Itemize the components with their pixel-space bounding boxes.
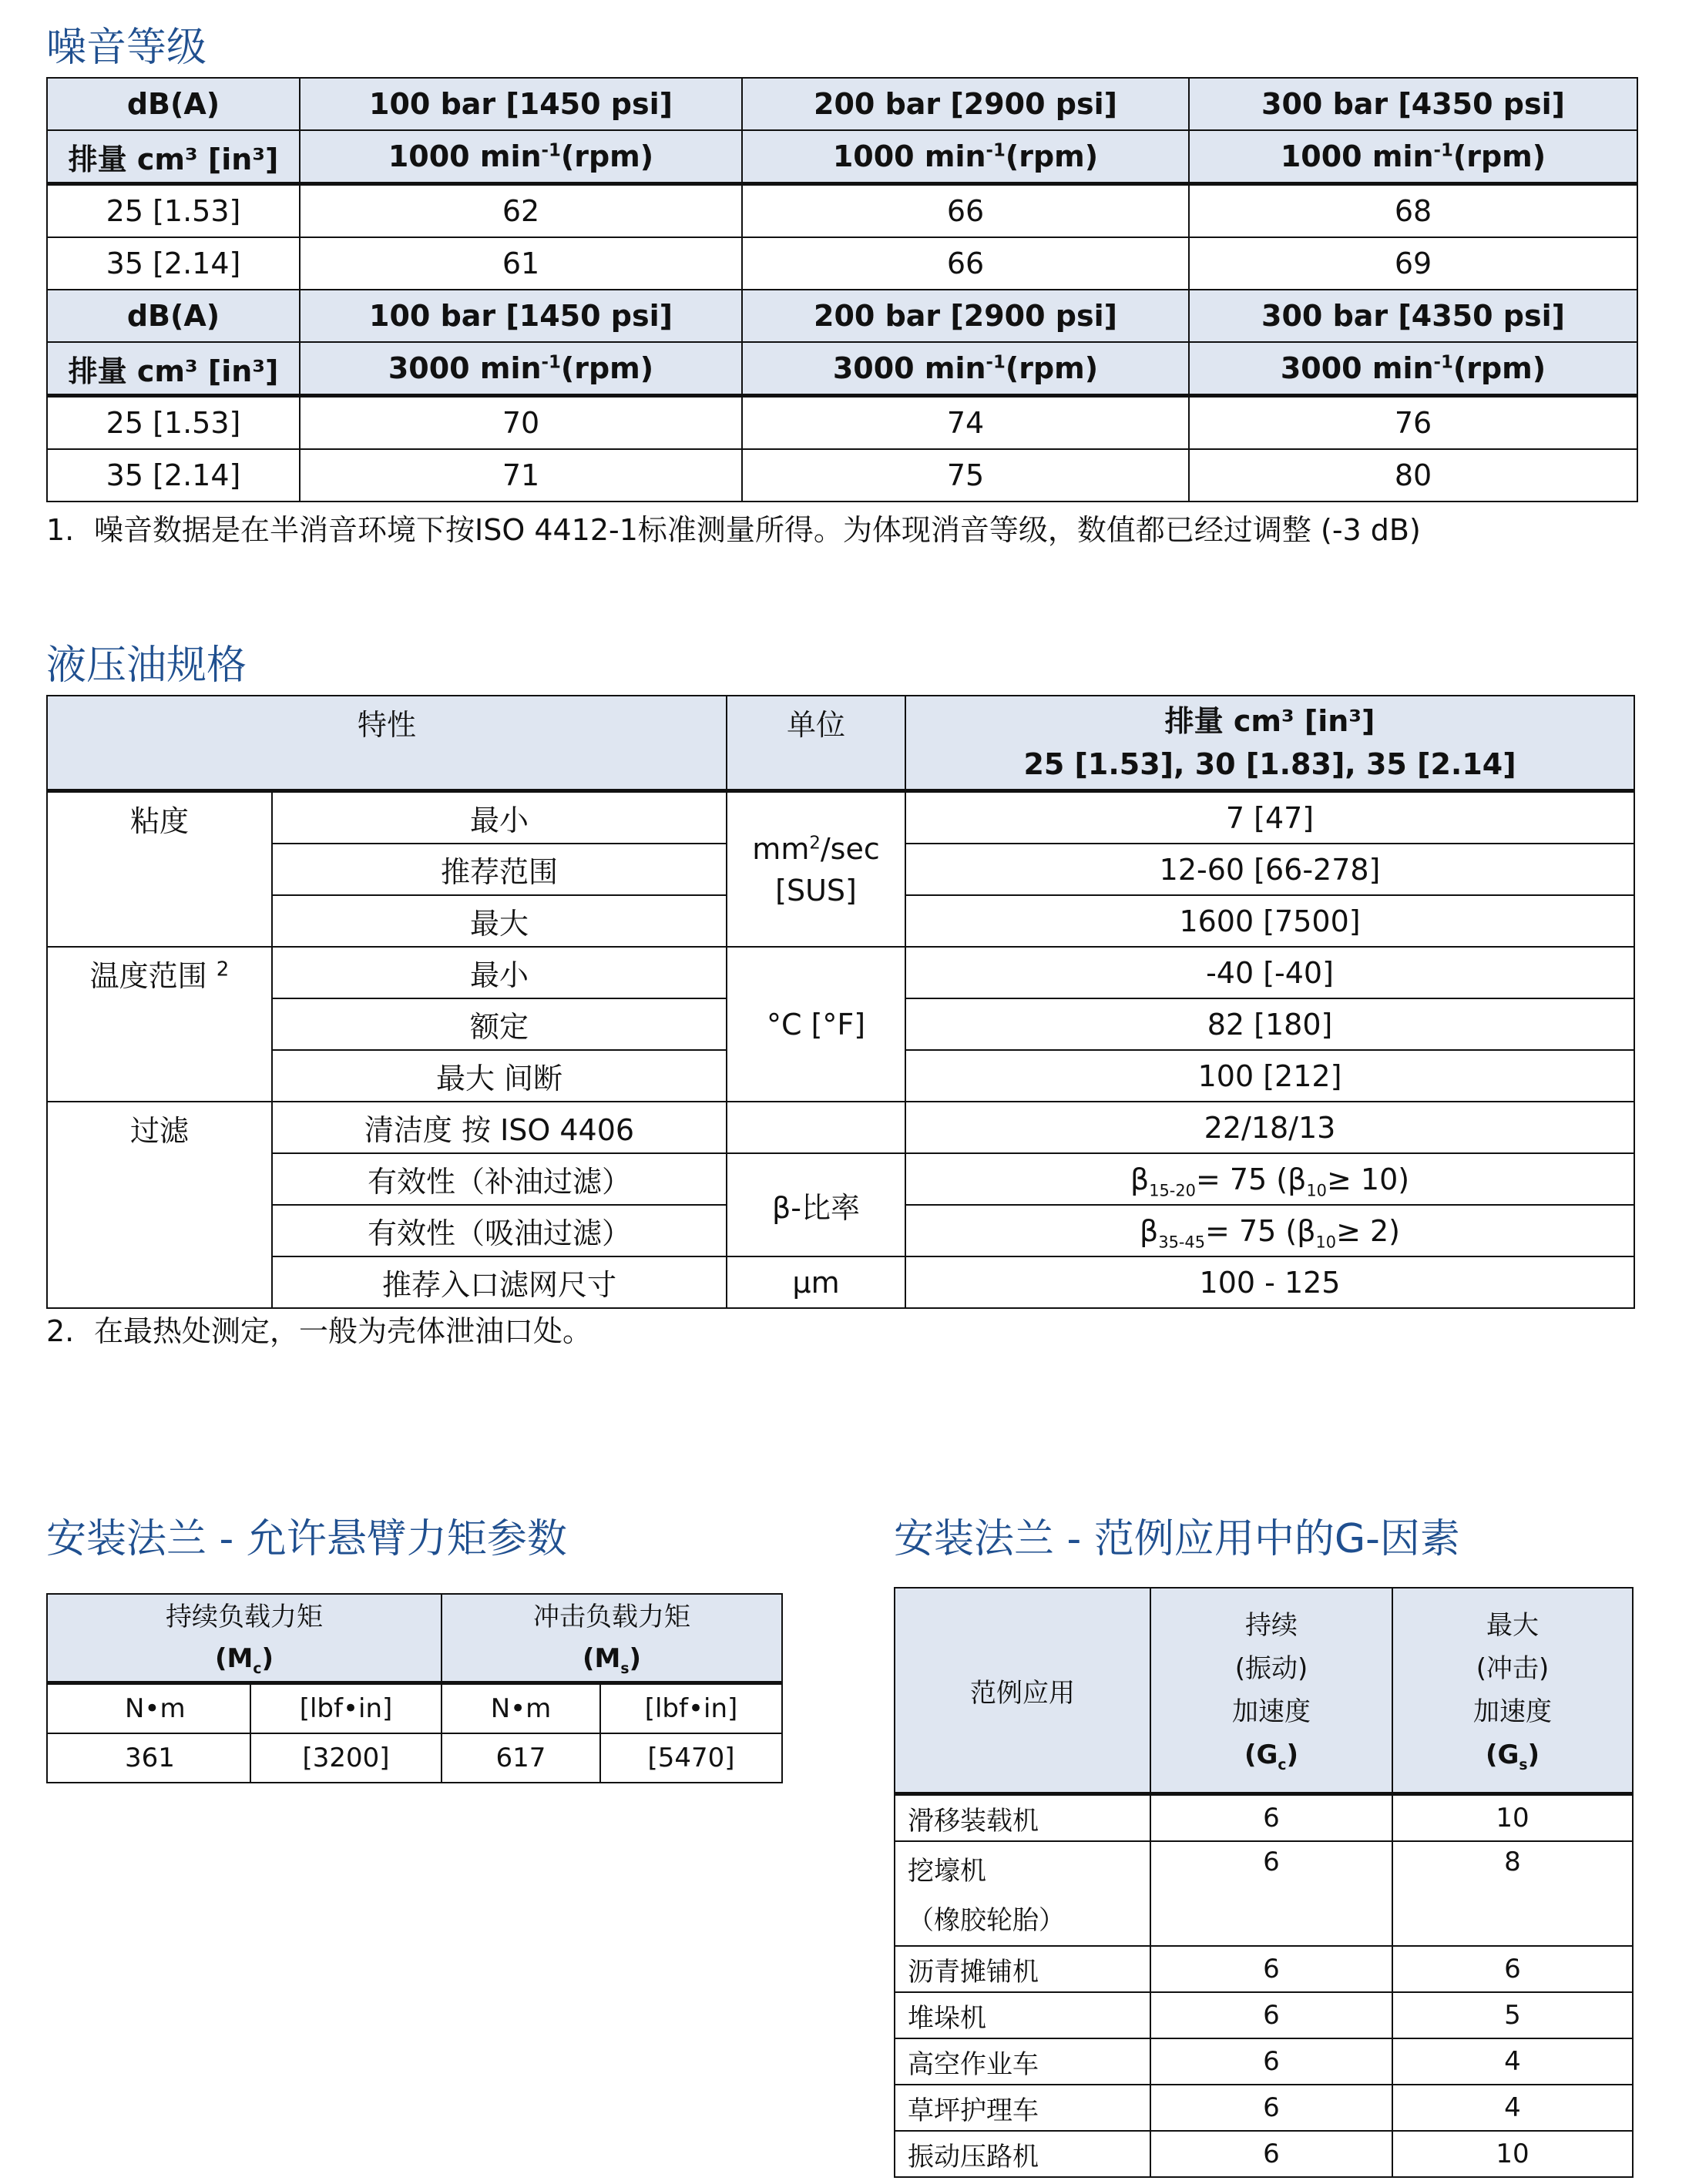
table-row	[47, 184, 1637, 238]
table-cell: 66	[742, 237, 1189, 290]
oil-header-row	[47, 696, 1634, 791]
application-cell: 高空作业车	[895, 2038, 1150, 2085]
displacement-header: 排量 cm³ [in³] 25 [1.53], 30 [1.83], 35 [2.14]	[905, 696, 1634, 791]
header-cell: 300 bar [4350 psi]	[1189, 78, 1637, 130]
value-cell: [5470]	[600, 1733, 782, 1783]
filtration-label: 过滤	[47, 1102, 272, 1308]
application-cell: 草坪护理车	[895, 2085, 1150, 2131]
gc-cell: 6	[1150, 1946, 1392, 1992]
table-cell: 68	[1189, 184, 1637, 238]
viscosity-unit: $mm^2/\sec$ [SUS]	[727, 791, 905, 948]
table-cell: 69	[1189, 237, 1637, 290]
header-cell: dB(A)	[47, 78, 300, 130]
table-cell: 清洁度 按 ISO 4406	[272, 1102, 727, 1153]
gfactor-header-row	[895, 1588, 1633, 1794]
max-accel-header: 最大 (冲击) 加速度 $(G_s)$	[1392, 1588, 1633, 1794]
noise-section-title: 噪音等级	[46, 25, 207, 71]
moment-table	[46, 1593, 783, 1783]
table-cell: 100 - 125	[905, 1256, 1634, 1308]
table-cell: 最大	[272, 895, 727, 947]
table-cell: 82 [180]	[905, 998, 1634, 1050]
unit-cell: [lbf•in]	[250, 1683, 442, 1734]
table-cell: 61	[300, 237, 742, 290]
moment-header-row	[47, 1594, 782, 1683]
gfactor-table	[894, 1587, 1634, 2178]
table-row	[895, 2085, 1633, 2131]
noise-header-row	[47, 290, 1637, 342]
table-row	[895, 1992, 1633, 2038]
table-cell: 76	[1189, 396, 1637, 450]
oil-spec-table	[46, 695, 1635, 1309]
application-cell: 挖壕机 （橡胶轮胎）	[895, 1841, 1150, 1946]
table-cell: 62	[300, 184, 742, 238]
table-row	[47, 396, 1637, 450]
table-cell: 12-60 [66-278]	[905, 844, 1634, 895]
shock-moment-header: 冲击负载力矩 $(M_s)$	[442, 1594, 782, 1683]
table-cell: 74	[742, 396, 1189, 450]
speed-header: 3000 $\min^{-1}(rpm)$	[1189, 342, 1637, 396]
table-row	[47, 1256, 1634, 1308]
gfactor-section-title: 安装法兰 - 范例应用中的G-因素	[894, 1516, 1460, 1562]
table-cell: 70	[300, 396, 742, 450]
table-cell: 75	[742, 449, 1189, 502]
table-cell: 最小	[272, 791, 727, 844]
table-cell: 35 [2.14]	[47, 237, 300, 290]
temperature-label: 温度范围 $^2$	[47, 947, 272, 1102]
speed-header: 1000 $\min^{-1}(rpm)$	[742, 130, 1189, 184]
table-row	[895, 1841, 1633, 1946]
gc-cell: 6	[1150, 2131, 1392, 2177]
gc-cell: 6	[1150, 2085, 1392, 2131]
units-row	[47, 1683, 782, 1734]
header-cell: 200 bar [2900 psi]	[742, 290, 1189, 342]
oil-section-title: 液压油规格	[46, 642, 247, 689]
gs-cell: 6	[1392, 1946, 1633, 1992]
table-row	[47, 791, 1634, 844]
header-cell: 200 bar [2900 psi]	[742, 78, 1189, 130]
application-cell: 沥青摊铺机	[895, 1946, 1150, 1992]
table-row	[895, 2131, 1633, 2177]
gc-cell: 6	[1150, 1992, 1392, 2038]
continuous-accel-header: 持续 (振动) 加速度 $(G_c)$	[1150, 1588, 1392, 1794]
gc-cell: 6	[1150, 1841, 1392, 1946]
table-row	[895, 1794, 1633, 1842]
table-cell: 22/18/13	[905, 1102, 1634, 1153]
continuous-moment-header: 持续负载力矩 $(M_c)$	[47, 1594, 442, 1683]
speed-header: 3000 $\min^{-1}(rpm)$	[300, 342, 742, 396]
value-cell: [3200]	[250, 1733, 442, 1783]
gs-cell: 4	[1392, 2085, 1633, 2131]
gs-cell: 10	[1392, 1794, 1633, 1842]
table-cell: 额定	[272, 998, 727, 1050]
gs-cell: 8	[1392, 1841, 1633, 1946]
gc-cell: 6	[1150, 1794, 1392, 1842]
application-header: 范例应用	[895, 1588, 1150, 1794]
table-cell: 有效性（吸油过滤）	[272, 1205, 727, 1256]
noise-speed-row	[47, 130, 1637, 184]
value-cell: 617	[442, 1733, 600, 1783]
table-cell: 推荐入口滤网尺寸	[272, 1256, 727, 1308]
gs-cell: 5	[1392, 1992, 1633, 2038]
value-cell: 361	[47, 1733, 250, 1783]
values-row	[47, 1733, 782, 1783]
property-header: 特性	[47, 696, 727, 791]
header-cell: 100 bar [1450 psi]	[300, 78, 742, 130]
noise-header-row	[47, 78, 1637, 130]
moment-section-title: 安装法兰 - 允许悬臂力矩参数	[46, 1516, 567, 1562]
application-cell: 振动压路机	[895, 2131, 1150, 2177]
displacement-header: 排量 cm³ [in³]	[47, 130, 300, 184]
speed-header: 3000 $\min^{-1}(rpm)$	[742, 342, 1189, 396]
table-cell: 100 [212]	[905, 1050, 1634, 1102]
table-cell: $\beta_{35-45}= 75$ $(\beta_{10}\ge 2)$	[905, 1205, 1634, 1256]
unit-cell: [lbf•in]	[600, 1683, 782, 1734]
table-cell: µm	[727, 1256, 905, 1308]
table-cell: 35 [2.14]	[47, 449, 300, 502]
table-row	[47, 1153, 1634, 1205]
table-row	[47, 947, 1634, 998]
header-cell: 300 bar [4350 psi]	[1189, 290, 1637, 342]
table-cell: 1600 [7500]	[905, 895, 1634, 947]
table-cell: 25 [1.53]	[47, 184, 300, 238]
application-cell: 堆垛机	[895, 1992, 1150, 2038]
footnote-ref: 2	[216, 958, 230, 981]
table-cell	[727, 1102, 905, 1153]
table-row	[47, 237, 1637, 290]
gc-cell: 6	[1150, 2038, 1392, 2085]
unit-cell: N•m	[47, 1683, 250, 1734]
beta-ratio-unit: β-比率	[727, 1153, 905, 1256]
table-cell: 有效性（补油过滤）	[272, 1153, 727, 1205]
temperature-unit: °C [°F]	[727, 947, 905, 1102]
noise-table	[46, 77, 1638, 502]
table-row	[47, 449, 1637, 502]
gs-cell: 4	[1392, 2038, 1633, 2085]
table-cell: 最大 间断	[272, 1050, 727, 1102]
unit-cell: N•m	[442, 1683, 600, 1734]
header-cell: 100 bar [1450 psi]	[300, 290, 742, 342]
gs-cell: 10	[1392, 2131, 1633, 2177]
noise-speed-row	[47, 342, 1637, 396]
noise-footnote: 1. 噪音数据是在半消音环境下按ISO 4412-1标准测量所得。为体现消音等级，数值都已经过调整 (-3 dB)	[46, 513, 1421, 547]
displacement-header: 排量 cm³ [in³]	[47, 342, 300, 396]
oil-footnote: 2. 在最热处测定，一般为壳体泄油口处。	[46, 1314, 593, 1348]
table-cell: -40 [-40]	[905, 947, 1634, 998]
table-cell: 80	[1189, 449, 1637, 502]
table-cell: $\beta_{15-20}= 75$ $(\beta_{10}\ge 10)$	[905, 1153, 1634, 1205]
viscosity-label: 粘度	[47, 791, 272, 948]
table-cell: 71	[300, 449, 742, 502]
speed-header: 1000 $\min^{-1}(rpm)$	[1189, 130, 1637, 184]
table-cell: 7 [47]	[905, 791, 1634, 844]
header-cell: dB(A)	[47, 290, 300, 342]
table-cell: 66	[742, 184, 1189, 238]
table-cell: 25 [1.53]	[47, 396, 300, 450]
table-row	[47, 1102, 1634, 1153]
table-row	[895, 1946, 1633, 1992]
table-cell: 最小	[272, 947, 727, 998]
application-cell: 滑移装载机	[895, 1794, 1150, 1842]
table-cell: 推荐范围	[272, 844, 727, 895]
speed-header: 1000 $\min^{-1}(rpm)$	[300, 130, 742, 184]
table-row	[895, 2038, 1633, 2085]
unit-header: 单位	[727, 696, 905, 791]
